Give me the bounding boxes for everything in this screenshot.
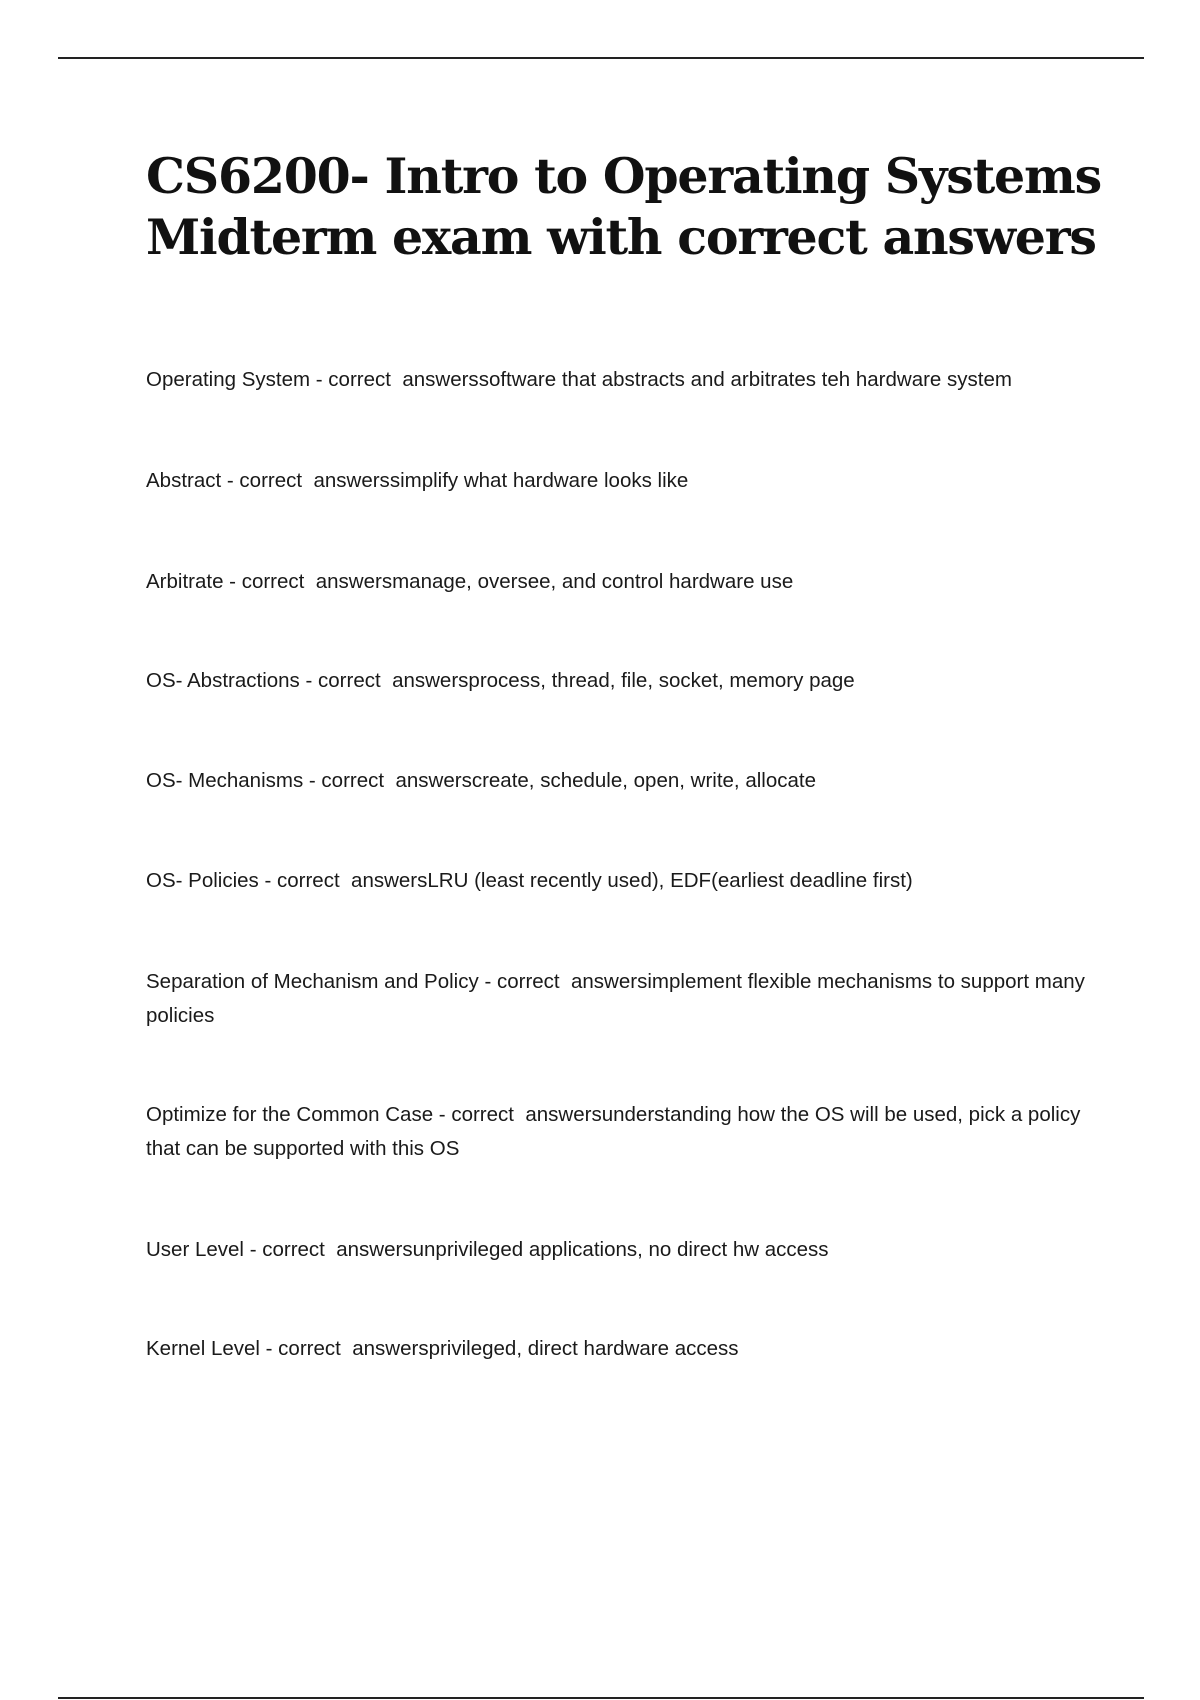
qa-entry [146,664,1096,698]
entry-term: OS- Policies [146,869,259,892]
entry-separator: - correct answers [478,970,648,993]
page-title [146,146,1146,268]
entry-answer: understanding how the OS will be used, pick a policy that can be supported with this OS [146,1103,1081,1160]
entry-answer: implement flexible mechanisms to support many policies [146,970,1085,1027]
entry-answer: create, schedule, open, write, allocate [471,769,816,792]
qa-entry [146,1233,1096,1267]
entry-term: Kernel Level [146,1337,260,1360]
qa-entry [146,363,1096,397]
top-rule [58,57,1144,59]
title-line-2: Midterm exam with correct answers [146,208,1096,266]
entry-term: OS- Abstractions [146,669,300,692]
entry-separator: - correct answers [433,1103,602,1126]
entry-answer: unprivileged applications, no direct hw access [412,1238,829,1261]
entry-answer: process, thread, file, socket, memory page [468,669,855,692]
entry-term: OS- Mechanisms [146,769,304,792]
entry-separator: - correct answers [310,368,479,391]
entry-separator: - correct answers [299,669,469,692]
entry-separator: - correct answers [223,570,393,593]
entry-term: Abstract [146,469,222,492]
entry-separator: - correct answers [244,1238,413,1261]
entry-term: Arbitrate [146,570,224,593]
entry-term: Separation of Mechanism and Policy [146,970,479,993]
entry-separator: - correct answers [259,1337,429,1360]
entry-separator: - correct answers [258,869,428,892]
qa-entry [146,1332,1096,1366]
entry-term: Operating System [146,368,311,391]
entry-term: Optimize for the Common Case [146,1103,434,1126]
title-line-1: CS6200- Intro to Operating Systems [146,147,1102,205]
bottom-rule [58,1697,1144,1699]
entry-answer: LRU (least recently used), EDF(earliest deadline first) [427,869,913,892]
qa-entry [146,464,1096,498]
qa-entry [146,1098,1096,1166]
entry-answer: privileged, direct hardware access [428,1337,739,1360]
entry-separator: - correct answers [221,469,390,492]
entry-term: User Level [146,1238,244,1261]
qa-entry [146,864,1096,898]
entry-answer: simplify what hardware looks like [389,469,689,492]
qa-entry [146,965,1096,1033]
entry-separator: - correct answers [303,769,472,792]
qa-entry [146,565,1096,599]
entry-answer: software that abstracts and arbitrates teh hardware system [478,368,1012,391]
entry-answer: manage, oversee, and control hardware use [392,570,794,593]
qa-entry [146,764,1096,798]
